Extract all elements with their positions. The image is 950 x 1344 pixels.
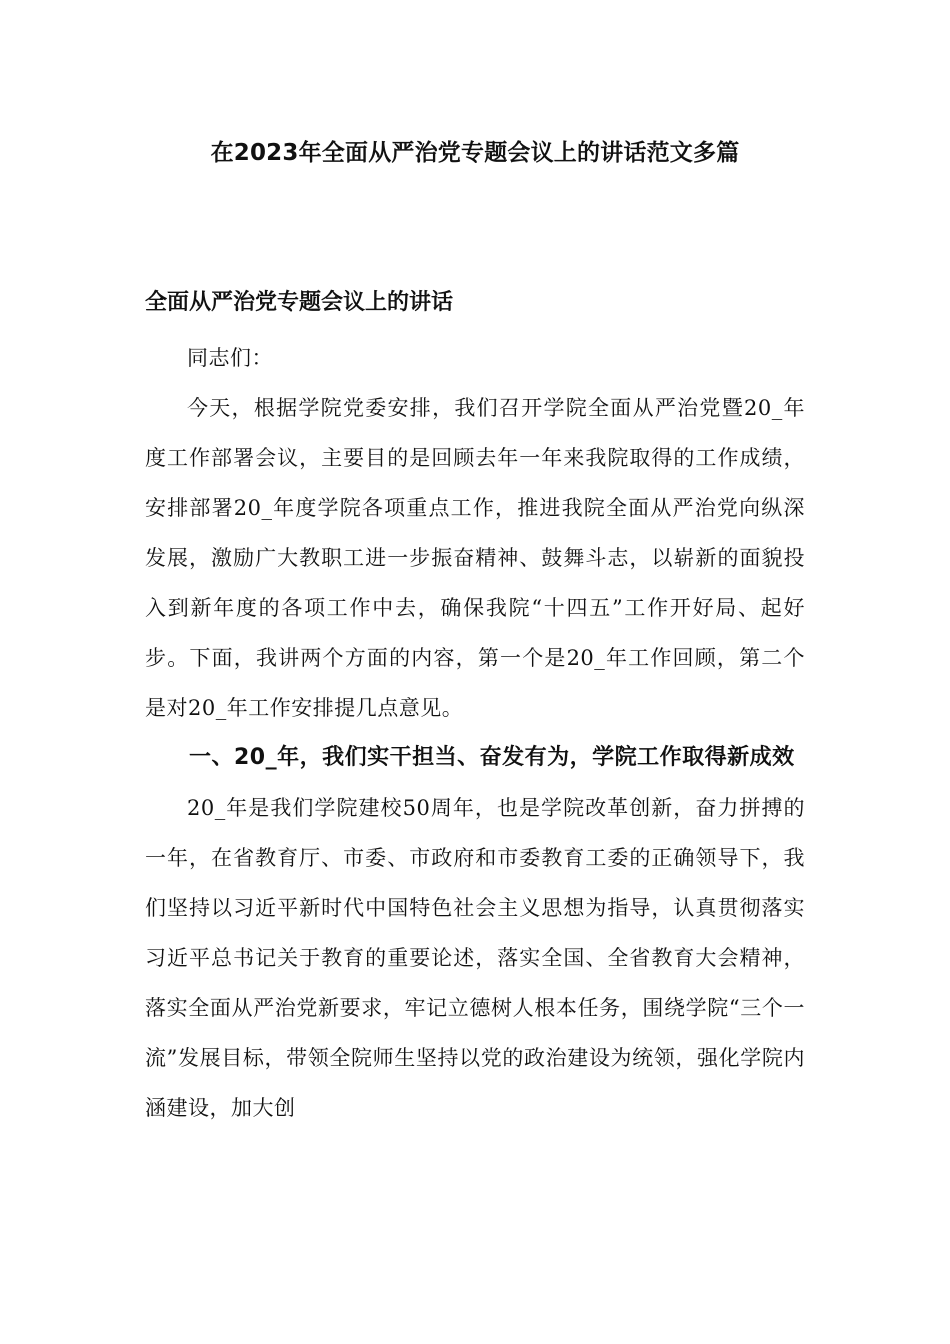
document-body — [145, 333, 805, 1133]
body-paragraph: 20_年是我们学院建校50周年，也是学院改革创新，奋力拼搏的一年，在省教育厅、市委、市政府和市委教育工委的正确领导下，我们坚持以习近平新时代中国特色社会主义思想为指导，认真贯彻落实习近平总书记关于教育的重要论述，落实全国、全省教育大会精神，落实全面从严治党新要求，牢记立德树人根本任务，围绕学院“三个一流”发展目标，带领全院师生坚持以党的政治建设为统领，强化学院内涵建设，加大创 — [145, 796, 805, 1120]
section-heading: 全面从严治党专题会议上的讲话 — [145, 290, 454, 315]
intro-paragraph: 今天，根据学院党委安排，我们召开学院全面从严治党暨20_年度工作部署会议，主要目的是回顾去年一年来我院取得的工作成绩，安排部署20_年度学院各项重点工作，推进我院全面从严治党向纵深发展，激励广大教职工进一步振奋精神、鼓舞斗志，以崭新的面貌投入到新年度的各项工作中去，确保我院“十四五”工作开好局、起好步。下面，我讲两个方面的内容，第一个是20_年工作回顾，第二个是对20_年工作安排提几点意见。 — [145, 396, 805, 720]
document-title: 在2023年全面从严治党专题会议上的讲话范文多篇 — [210, 140, 740, 166]
salutation-paragraph: 同志们： — [187, 346, 273, 370]
subsection-heading: 一、20_年，我们实干担当、奋发有为，学院工作取得新成效 — [189, 745, 795, 770]
